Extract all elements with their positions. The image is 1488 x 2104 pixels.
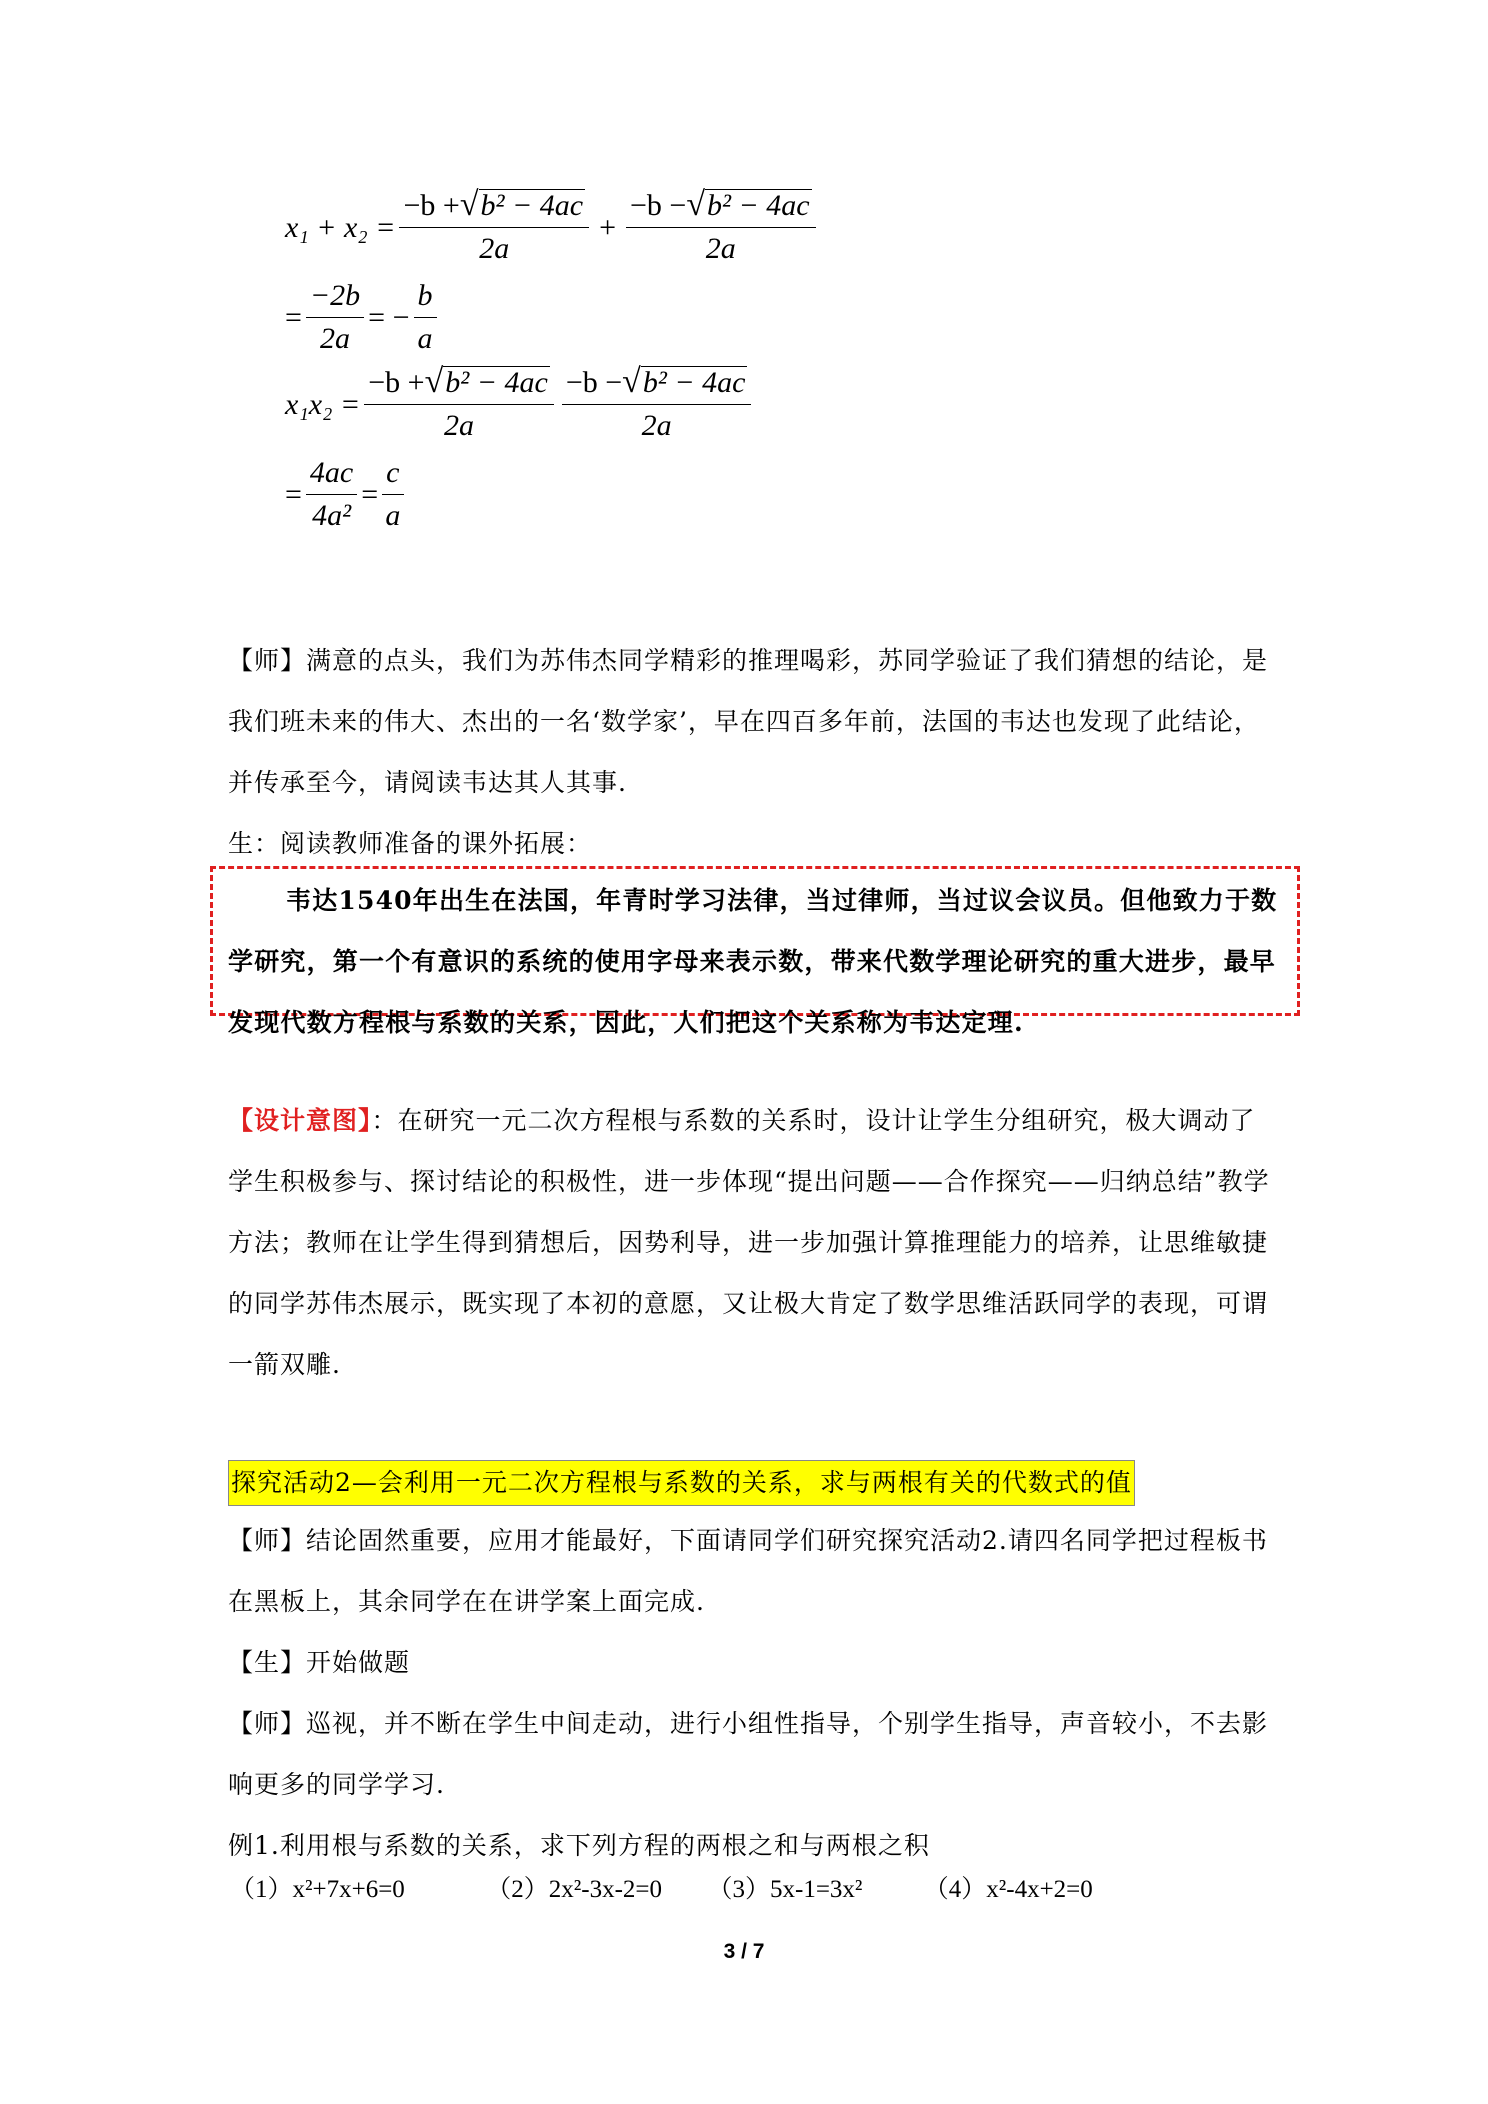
radicand: b² − 4ac (707, 189, 810, 222)
example-title: 例1.利用根与系数的关系，求下列方程的两根之和与两根之积 (228, 1831, 930, 1860)
denominator: a (385, 499, 401, 532)
sum-result (285, 278, 441, 357)
teacher-remark: 【师】满意的点头，我们为苏伟杰同学精彩的推理喝彩，苏同学验证了我们猜想的结论，是我们班未来的伟大、杰出的一名‘数学家’，早在四百多年前，法国的韦达也发现了此结论，并传承至今，请阅读韦达其人其事. (228, 646, 1269, 797)
vieta-biography (228, 870, 1278, 1053)
example-equation-3: （3）5x-1=3x² (707, 1876, 863, 1903)
product-result (285, 455, 408, 534)
product-lhs: x₁x₂ = (285, 387, 361, 421)
student-start: 【生】开始做题 (228, 1648, 411, 1677)
equals-sign: = (285, 477, 302, 511)
teacher-paragraph-2 (228, 1510, 1273, 1876)
numerator-prefix: −b − (565, 366, 623, 399)
teacher-patrol: 【师】巡视，并不断在学生中间走动，进行小组性指导，个别学生指导，声音较小，不去影响更多的同学学习. (228, 1709, 1269, 1799)
fraction-root-plus: −b + √ b² − 4ac 2a (364, 365, 554, 444)
sum-lhs: x₁ + x₂ = (285, 210, 396, 244)
denominator: 4a² (312, 499, 352, 532)
fraction-root-plus: −b + √ b² − 4ac 2a (399, 188, 589, 267)
product-equation (285, 365, 755, 444)
numerator-prefix: −b + (403, 189, 460, 222)
numerator-prefix: −b − (629, 189, 687, 222)
fraction-root-minus: −b − √ b² − 4ac 2a (626, 188, 816, 267)
equals-minus: = − (368, 300, 410, 334)
denominator: 2a (320, 322, 351, 355)
numerator: c (382, 455, 403, 495)
student-reading: 生：阅读教师准备的课外拓展： (228, 829, 593, 858)
denominator: 2a (444, 409, 475, 442)
example-equation-4: （4）x²-4x+2=0 (923, 1876, 1093, 1903)
denominator: 2a (641, 409, 672, 442)
equals-sign: = (361, 477, 379, 511)
numerator: b (414, 278, 437, 318)
vieta-biography-text: 韦达1540年出生在法国，年青时学习法律，当过律师，当过议会议员。但他致力于数学研究，第一个有意识的系统的使用字母来表示数，带来代数学理论研究的重大进步，最早发现代数方程根与系数的关系，因此，人们把这个关系称为韦达定理. (228, 886, 1278, 1037)
fraction (306, 455, 357, 534)
plus-sign: + (599, 210, 616, 244)
fraction (306, 278, 364, 357)
numerator-prefix: −b + (368, 366, 425, 399)
denominator: 2a (705, 232, 736, 265)
example-equation-1: （1）x²+7x+6=0 (230, 1876, 405, 1903)
numerator: −2b (306, 278, 364, 318)
example-equations (230, 1870, 1270, 1910)
fraction (414, 278, 437, 357)
radicand: b² − 4ac (480, 189, 584, 222)
fraction (382, 455, 403, 534)
teacher-instruction: 【师】结论固然重要，应用才能最好，下面请同学们研究探究活动2.请四名同学把过程板书在黑板上，其余同学在在讲学案上面完成. (228, 1526, 1268, 1616)
radicand: b² − 4ac (445, 366, 548, 399)
numerator: 4ac (306, 455, 357, 495)
equals-sign: = (285, 300, 302, 334)
fraction-root-minus: −b − √ b² − 4ac 2a (562, 365, 752, 444)
radicand: b² − 4ac (642, 366, 746, 399)
activity-2-title: 探究活动2—会利用一元二次方程根与系数的关系，求与两根有关的代数式的值 (228, 1460, 1135, 1506)
page-number: 3 / 7 (723, 1940, 765, 1963)
example-equation-2: （2）2x²-3x-2=0 (486, 1876, 662, 1903)
sum-equation (285, 188, 820, 267)
design-intent-label: 【设计意图】 (228, 1106, 372, 1135)
denominator: 2a (479, 232, 510, 265)
design-intent (228, 1090, 1273, 1395)
denominator: a (417, 322, 433, 355)
teacher-paragraph-1 (228, 630, 1273, 874)
design-intent-text: ：在研究一元二次方程根与系数的关系时，设计让学生分组研究，极大调动了学生积极参与、探讨结论的积极性，进一步体现“提出问题——合作探究——归纳总结”教学方法；教师在让学生得到猜想后，因势利导，进一步加强计算推理能力的培养，让思维敏捷的同学苏伟杰展示，既实现了本初的意愿，又让极大肯定了数学思维活跃同学的表现，可谓一箭双雕. (228, 1106, 1270, 1379)
